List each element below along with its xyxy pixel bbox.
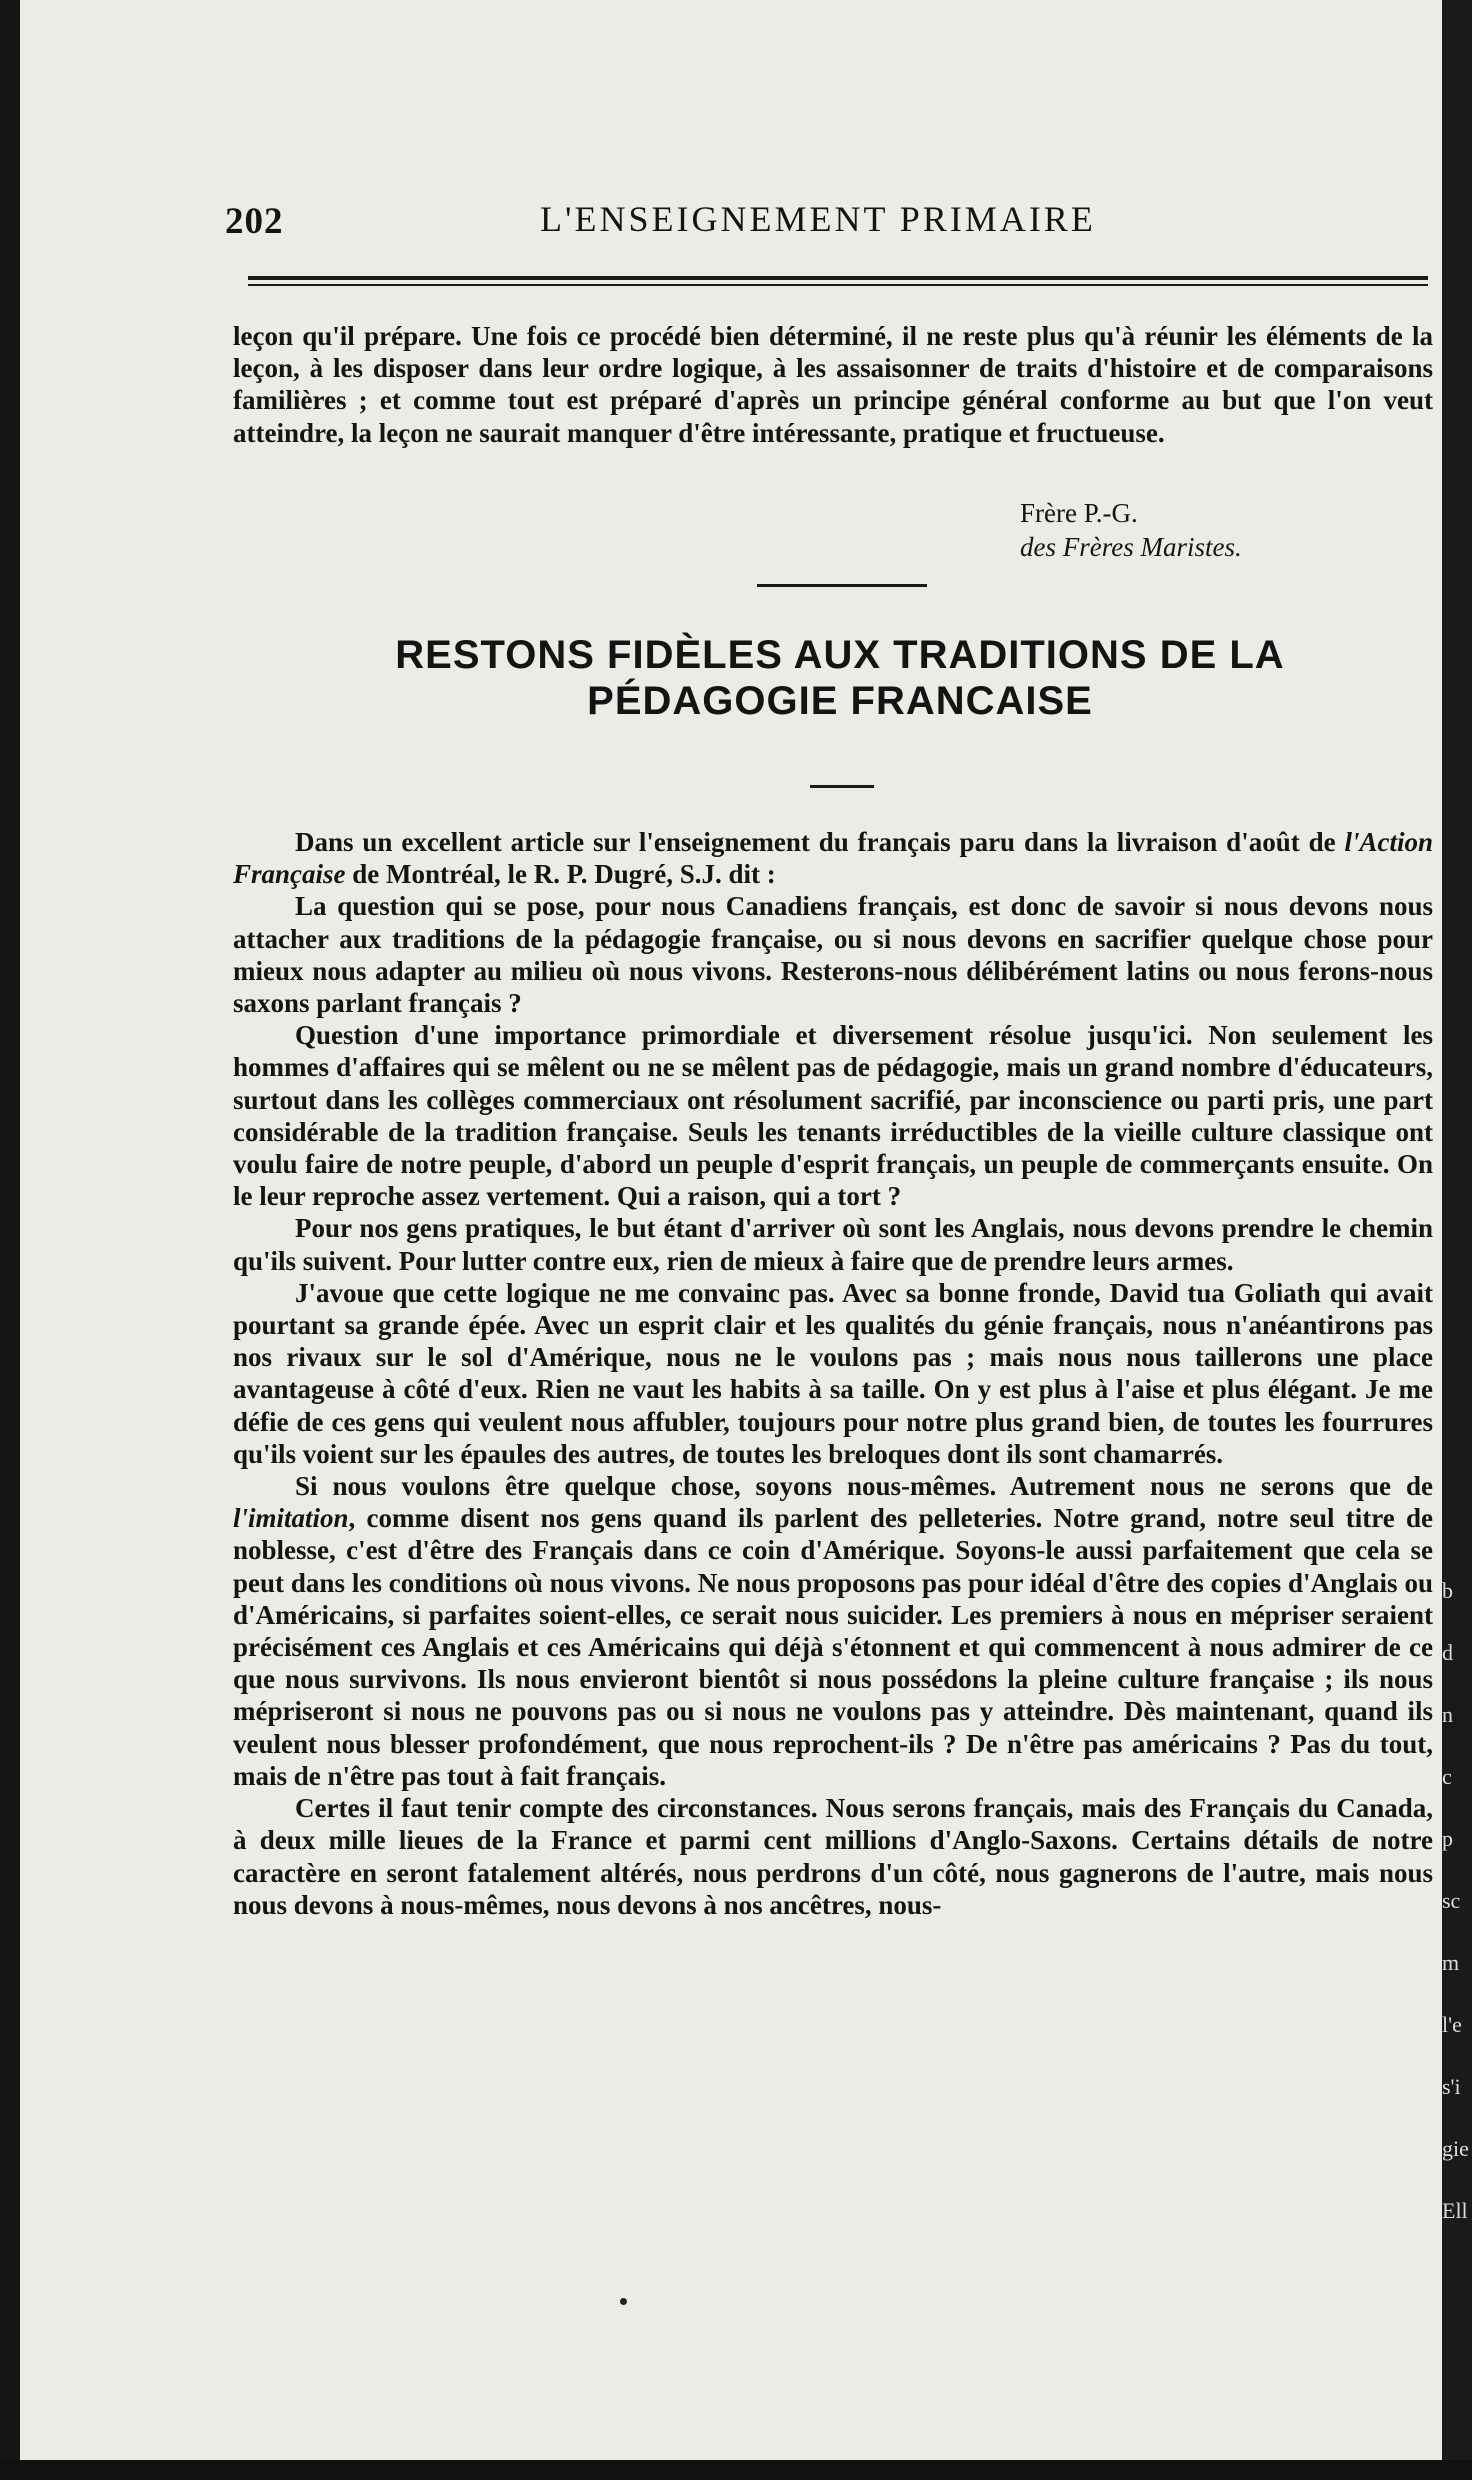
article-paragraph-1 [233, 826, 1433, 890]
fragment: l'e [1442, 2012, 1462, 2037]
article-paragraph-4: Pour nos gens pratiques, le but étant d'arriver où sont les Anglais, nous devons prendre le chemin qu'ils suivent. Pour lutter contre eux, rien de mieux à faire que de prendre leurs armes. [233, 1213, 1433, 1276]
page-number: 202 [225, 201, 284, 242]
p6-italic-term: l'imitation [233, 1503, 349, 1534]
header-rule-thick [248, 276, 1428, 280]
document-page [20, 0, 1442, 2460]
article-paragraph-2: La question qui se pose, pour nous Canadiens français, est donc de savoir si nous devons nous attacher aux traditions de la pédagogie française, ou si nous devons en sacrifier quelque chose pour mieux nous adapter au milieu où nous vivons. Resterons-nous délibérément latins ou nous ferons-nous saxons parlant français ? [233, 891, 1433, 1019]
fragment: n [1442, 1702, 1453, 1727]
fragment: sc [1442, 1888, 1461, 1913]
p1-text-start: Dans un excellent article sur l'enseignement du français paru dans la livraison d'août de [295, 827, 1345, 857]
running-head: L'ENSEIGNEMENT PRIMAIRE [540, 199, 1096, 239]
article-body [233, 826, 1433, 1921]
article-paragraph-3: Question d'une importance primordiale et diversement résolue jusqu'ici. Non seulement les hommes d'affaires qui se mêlent ou ne se mêlent pas de pédagogie, mais un grand nombre d'éducateurs, surtout dans les collèges commerciaux ont résolument sacrifié, par inconscience ou parti pris, une part considérable de la tradition française. Seuls les tenants irréductibles de la vieille culture classique ont voulu faire de notre peuple, d'abord un peuple d'esprit français, un peuple de commerçants ensuite. On le leur reproche assez vertement. Qui a raison, qui a tort ? [233, 1020, 1433, 1212]
intro-text-block [233, 320, 1433, 449]
fragment: p [1442, 1826, 1453, 1851]
fragment: m [1442, 1950, 1460, 1975]
title-divider [810, 785, 874, 788]
fragment: d [1442, 1640, 1453, 1665]
fragment: gie [1442, 2136, 1469, 2161]
fragment: b [1442, 1578, 1453, 1603]
p1-journal-title: l'Action Française [233, 827, 1433, 890]
article-paragraph-5: J'avoue que cette logique ne me convainc pas. Avec sa bonne fronde, David tua Goliath qui avait pourtant sa grande épée. Avec un esprit clair et les qualités du génie français, nous n'anéantirons pas nos rivaux sur le sol d'Amérique, nous ne le voulons pas ; mais nous nous taillerons une place avantageuse à côté d'eux. Rien ne vaut les habits à sa taille. On y est plus à l'aise et plus élégant. Je me défie de ces gens qui veulent nous affubler, toujours pour notre plus grand bien, de toutes les fourrures qu'ils voient sur les épaules des autres, de toutes les breloques dont ils sont chamarrés. [233, 1277, 1433, 1469]
fragment: c [1442, 1764, 1452, 1789]
p1-text-end: de Montréal, le R. P. Dugré, S.J. dit : [345, 859, 776, 890]
article-paragraph-6 [233, 1470, 1433, 1792]
p6-text-end: , comme disent nos gens quand ils parlent des pelleteries. Notre grand, notre seul titre de noblesse, c'est d'être des Français dans ce coin d'Amérique. Soyons-le aussi parfaitement que cela se peut dans les conditions où nous vivons. Ne nous proposons pas pour idéal d'être des copies d'Anglais ou d'Américains, si parfaites soient-elles, ce serait nous suicider. Les premiers à nous en mépriser seraient précisément ces Anglais et ces Américains qui déjà s'étonnent et qui commencent à nous admirer de ce que nous survivons. Ils nous envieront bientôt si nous possédons la pleine culture française ; ils nous mépriseront si nous ne pouvons pas ou si nous ne voulons pas y atteindre. Dès maintenant, quand ils veulent nous blesser profondément, que nous reprochent-ils ? De n'être pas américains ? Pas du tout, mais de n'être pas tout à fait français. [233, 1503, 1433, 1791]
header-rule-thin [248, 284, 1428, 286]
p6-text-start: Si nous voulons être quelque chose, soyons nous-mêmes. Autrement nous ne serons que de [295, 1471, 1433, 1502]
ink-speck [620, 2298, 627, 2305]
section-divider [757, 584, 927, 587]
article-title: RESTONS FIDÈLES AUX TRADITIONS DE LA PÉDAGOGIE FRANCAISE [395, 633, 1285, 723]
scan-edge-bottom [0, 2460, 1472, 2480]
intro-paragraph: leçon qu'il prépare. Une fois ce procédé bien déterminé, il ne reste plus qu'à réunir les éléments de la leçon, à les disposer dans leur ordre logique, à les assaisonner de traits d'histoire et de comparaisons familières ; et comme tout est préparé d'après un principe général conforme au but que l'on veut atteindre, la leçon ne saurait manquer d'être intéressante, pratique et fructueuse. [233, 321, 1433, 448]
article-paragraph-7: Certes il faut tenir compte des circonstances. Nous serons français, mais des Français du Canada, à deux mille lieues de la France et parmi cent millions d'Anglo-Saxons. Certains détails de notre caractère en seront fatalement altérés, nous perdrons d'un côté, nous gagnerons de l'autre, mais nous nous devons à nous-mêmes, nous devons à nos ancêtres, nous- [233, 1793, 1433, 1920]
fragment: s'i [1442, 2074, 1461, 2099]
fragment: Ell [1442, 2198, 1468, 2223]
adjacent-page-fragments [1442, 1560, 1472, 2242]
signature-name: Frère P.-G. [1020, 498, 1138, 528]
signature-affiliation: des Frères Maristes. [1020, 532, 1242, 562]
signature [1020, 496, 1242, 564]
